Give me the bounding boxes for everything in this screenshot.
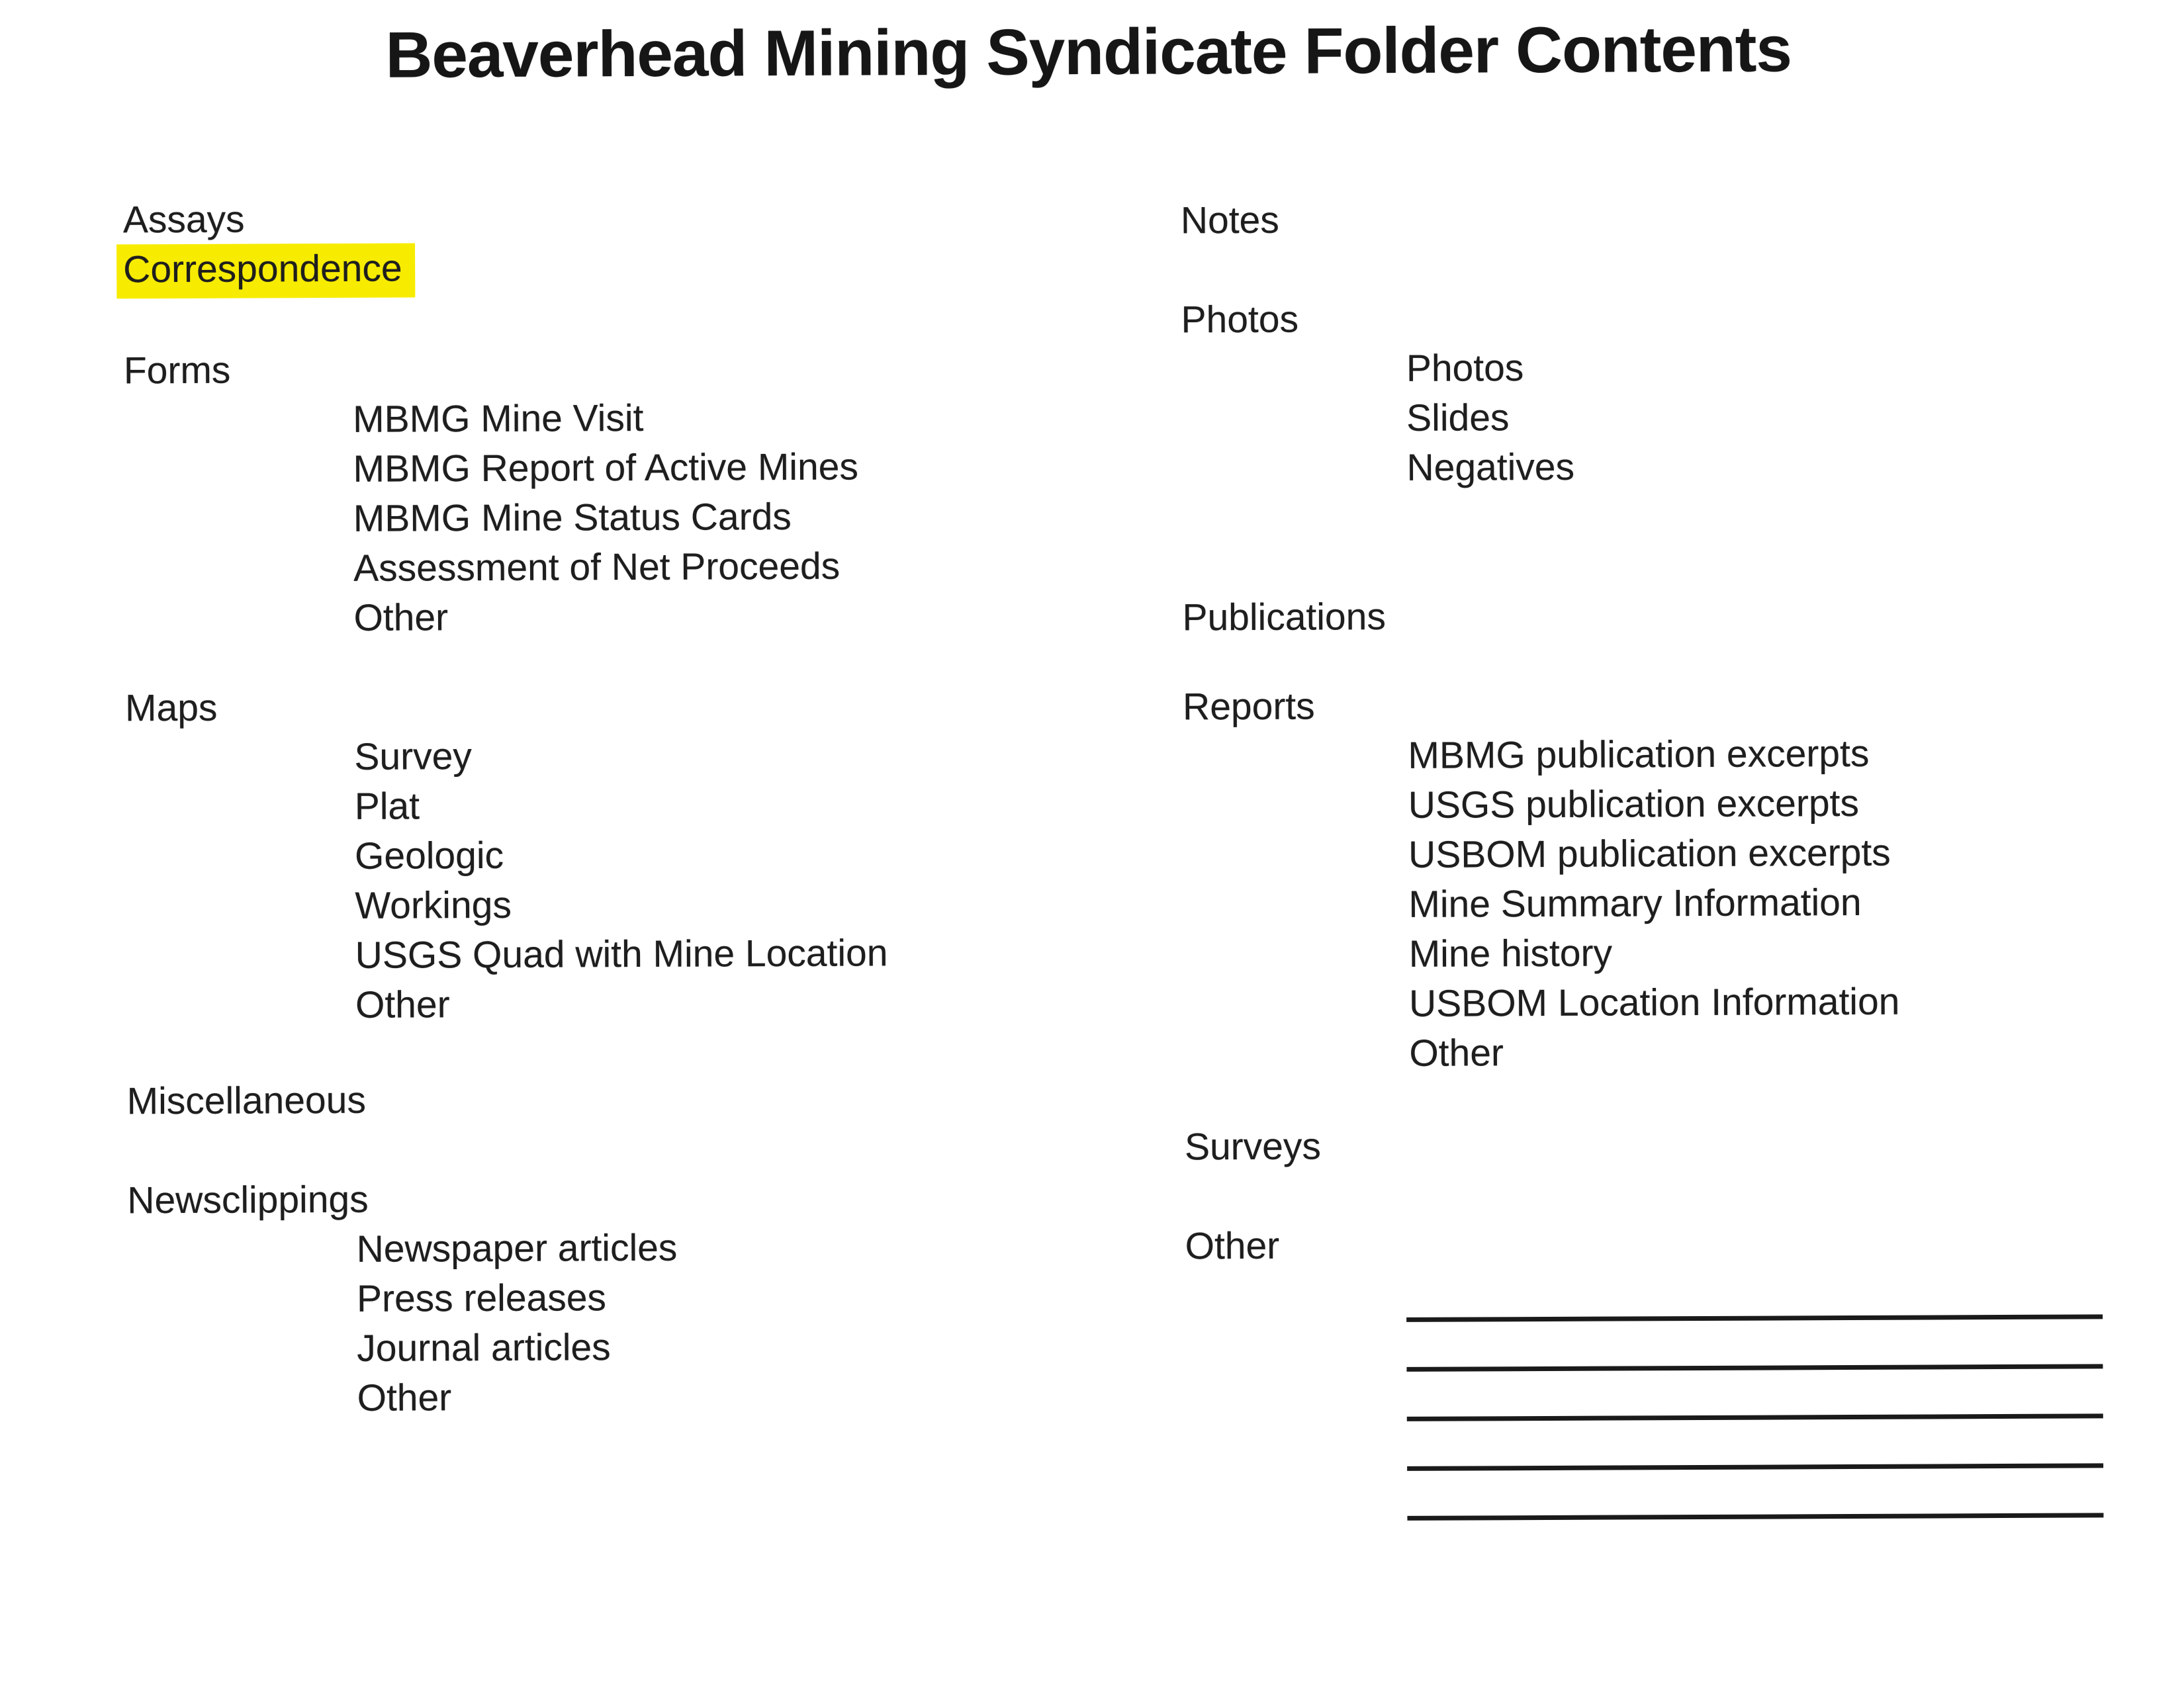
list-item-forms-2: MBMG Report of Active Mines — [353, 445, 859, 490]
list-item-reports-2: USGS publication excerpts — [1408, 781, 1860, 826]
list-item-maps-2: Plat — [354, 785, 420, 828]
list-item-forms-5: Other — [353, 596, 449, 639]
section-heading-miscellaneous: Miscellaneous — [126, 1079, 367, 1123]
list-item-reports-1: MBMG publication excerpts — [1408, 732, 1870, 777]
section-heading-other: Other — [1185, 1224, 1280, 1268]
list-item-forms-3: MBMG Mine Status Cards — [353, 495, 792, 540]
section-heading-notes: Notes — [1180, 199, 1279, 242]
list-item-maps-1: Survey — [354, 735, 472, 778]
list-item-forms-4: Assessment of Net Proceeds — [353, 545, 841, 590]
list-item-maps-6: Other — [355, 983, 450, 1026]
fill-in-blank-line-4 — [1407, 1463, 2103, 1471]
list-item-reports-7: Other — [1409, 1032, 1504, 1075]
section-heading-newsclippings: Newsclippings — [127, 1178, 369, 1222]
section-heading-photos: Photos — [1181, 298, 1299, 341]
section-heading-reports: Reports — [1182, 685, 1315, 729]
list-item-reports-5: Mine history — [1408, 932, 1613, 975]
list-item-newsclippings-1: Newspaper articles — [356, 1226, 678, 1270]
section-heading-surveys: Surveys — [1184, 1125, 1322, 1169]
list-item-newsclippings-2: Press releases — [356, 1276, 607, 1320]
highlighted-text: Correspondence — [116, 243, 416, 298]
list-item-photos-3: Negatives — [1406, 445, 1575, 489]
list-item-reports-6: USBOM Location Information — [1408, 980, 1900, 1025]
section-heading-maps: Maps — [124, 686, 218, 730]
list-item-maps-4: Workings — [355, 883, 512, 927]
fill-in-blank-line-5 — [1407, 1513, 2103, 1521]
section-heading-assays: Assays — [122, 198, 245, 242]
list-item-maps-5: USGS Quad with Mine Location — [355, 932, 888, 977]
list-item-newsclippings-3: Journal articles — [357, 1326, 611, 1370]
section-heading-correspondence — [123, 243, 416, 298]
list-item-reports-4: Mine Summary Information — [1408, 881, 1862, 926]
section-heading-publications: Publications — [1182, 596, 1387, 639]
list-item-photos-1: Photos — [1406, 347, 1524, 390]
fill-in-blank-line-1 — [1406, 1314, 2103, 1322]
section-heading-forms: Forms — [123, 349, 231, 392]
fill-in-blank-line-2 — [1406, 1364, 2103, 1372]
list-item-newsclippings-4: Other — [357, 1376, 452, 1419]
list-item-reports-3: USBOM publication excerpts — [1408, 831, 1891, 876]
list-item-forms-1: MBMG Mine Visit — [353, 396, 644, 441]
list-item-maps-3: Geologic — [354, 834, 504, 877]
fill-in-blank-line-3 — [1407, 1413, 2103, 1421]
page-title: Beaverhead Mining Syndicate Folder Contents — [385, 12, 1792, 91]
list-item-photos-2: Slides — [1406, 396, 1510, 439]
